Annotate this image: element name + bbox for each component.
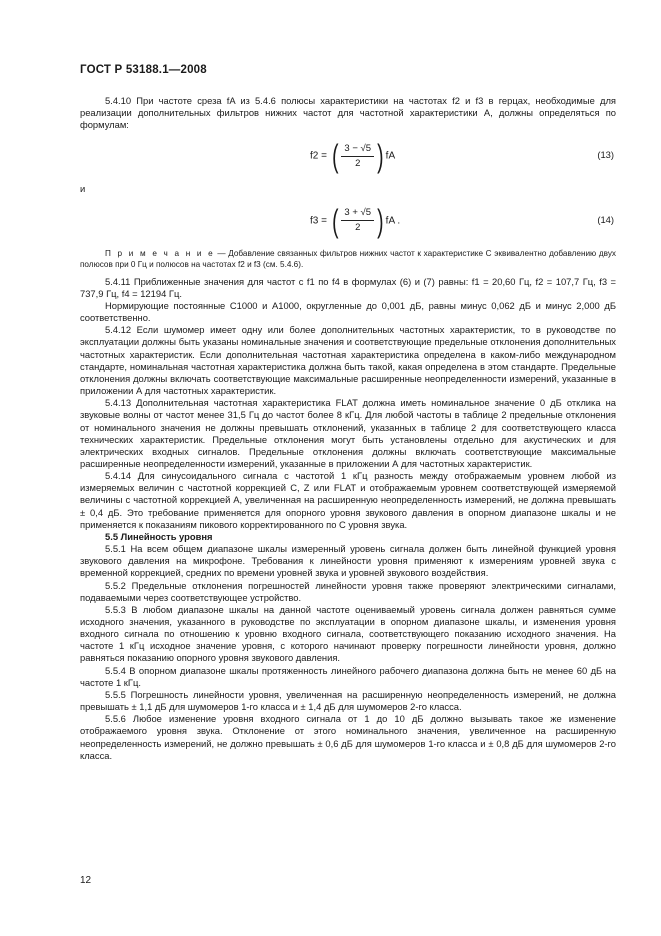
paragraph-5-4-13: 5.4.13 Дополнительная частотная характеристика FLAT должна иметь номинальное значение 0 дБ отклика на звуковые волны от частот менее 31,5 Гц до частот более 8 кГц. Для любой частоты в таблице 2 предельные отклонения от номинального значения не должны превышать отклонений, указанных в таблице 2 для соответствующего класса технических характеристик. Предельные отклонения могут быть установлены отдельно для акустических и для электрических входных сигналов. Предельные отклонения должны включать соответствующие максимальные расширенные неопределенности измерений, указанные в приложении А для частотных характеристик. — [80, 397, 616, 469]
formula-13-lhs: f2 = — [310, 151, 327, 163]
note — [80, 248, 616, 270]
document-header: ГОСТ Р 53188.1—2008 — [80, 64, 207, 76]
document-body — [80, 95, 616, 762]
paragraph-5-4-12: 5.4.12 Если шумомер имеет одну или более дополнительных частотных характеристик, то в руководстве по эксплуатации должны быть указаны номинальные значения и соответствующие предельные отклонения дополнительных частотных характеристик. Если дополнительная частотная характеристика определена в каком-либо международном стандарте, номинальная частотная характеристика должна быть такой, какая определена в этом стандарте. Предельные отклонения должны включать соответствующие максимальные расширенные неопределенности измерений, указанные в приложении А для частотных характеристик. — [80, 324, 616, 397]
formula-14-lhs: f3 = — [310, 215, 327, 227]
paragraph-5-4-11: 5.4.11 Приближенные значения для частот с f1 по f4 в формулах (6) и (7) равны: f1 = 20,60 Гц, f2 = 107,7 Гц, f3 = 737,9 Гц, f4 = 12194 Гц. — [80, 275, 616, 299]
formula-13-numerator: 3 − √5 — [341, 143, 374, 157]
formula-13-number: (13) — [597, 149, 614, 161]
section-heading-5-5: 5.5 Линейность уровня — [105, 530, 213, 542]
formula-14-denominator: 2 — [355, 222, 361, 234]
formula-14: f3 = ( $\frac{3 + √5}{2}$ ) fA . (14) — [310, 202, 614, 239]
note-text: — Добавление связанных фильтров нижних частот к характеристике C эквивалентно добавлению двух полюсов при 0 Гц и полюсов на частотах f2 и f3 (см. 5.4.6). — [80, 248, 617, 269]
formula-13: f2 = ( $\frac{3 - √5}{2}$ ) fA (13) — [310, 138, 614, 175]
note-prefix: П р и м е ч а н и е — [105, 248, 215, 258]
page-number: 12 — [80, 875, 92, 886]
formula-13-rhs: fA — [385, 151, 396, 163]
formula-14-number: (14) — [597, 213, 614, 225]
formula-14-rhs: fA . — [385, 215, 401, 227]
conjunction: и — [80, 183, 86, 195]
paragraph-5-5-2: 5.5.2 Предельные отклонения погрешностей линейности уровня также проверяют электрическими сигналами, подаваемыми через соответствующее устройство. — [80, 579, 616, 603]
paragraph-5-4-14: 5.4.14 Для синусоидального сигнала с частотой 1 кГц разность между отображаемым уровнем любой из измеряемых величин с частотной коррекцией C, Z или FLAT и отображаемым уровнем соответствующей измеряемой величины с частотной коррекцией A, увеличенная на расширенную неопределенность измерений, не должна превышать ± 0,4 дБ. Это требование применяется для опорного уровня звукового давления в опорном диапазоне шкалы и не применяется к показаниям пикового корректированного по C уровня звука. — [80, 470, 616, 530]
paragraph-5-5-1: 5.5.1 На всем общем диапазоне шкалы измеренный уровень сигнала должен быть линейной функцией уровня звукового давления на микрофоне. Требования к линейности уровня применяют к измерениям уровней звука с временной коррекцией, средних по времени уровней звука и уровней звукового воздействия. — [80, 543, 616, 579]
paragraph-5-5-3: 5.5.3 В любом диапазоне шкалы на данной частоте оцениваемый уровень сигнала должен равняться сумме исходного значения, указанного в руководстве по эксплуатации в опорном диапазоне шкалы, и изменения уровня входного сигнала по отношению к уровню входного сигнала, соответствующего показанию исходного значения. На частоте 1 кГц исходное значение уровня, с которого начинают проверку погрешности линейности уровня, должно равняться показанию опорного уровня звукового давления. — [80, 603, 616, 664]
paragraph-5-5-4: 5.5.4 В опорном диапазоне шкалы протяженность линейного рабочего диапазона должна быть не менее 60 дБ на частоте 1 кГц. — [80, 664, 616, 688]
formula-13-denominator: 2 — [355, 157, 361, 169]
paragraph-5-4-11-constants: Нормирующие постоянные C1000 и A1000, округленные до 0,001 дБ, равны минус 0,062 дБ и минус 2,000 дБ соответственно. — [80, 299, 616, 324]
formula-14-numerator: 3 + √5 — [341, 207, 374, 221]
paragraph-5-5-5: 5.5.5 Погрешность линейности уровня, увеличенная на расширенную неопределенность измерений, не должна превышать ± 1,1 дБ для шумомеров 1-го класса и ± 1,4 дБ для шумомеров 2-го класса. — [80, 688, 616, 713]
paragraph-5-5-6: 5.5.6 Любое изменение уровня входного сигнала от 1 до 10 дБ должно вызывать такое же изменение отображаемого уровня звука. Отклонение от этого номинального значения, увеличенное на расширенную неопределенность измерений, не должно превышать ± 0,6 дБ для шумомеров 1-го класса и ± 0,8 дБ для шумомеров 2-го класса. — [80, 713, 616, 761]
paragraph-5-4-10: 5.4.10 При частоте среза fA из 5.4.6 полюсы характеристики на частотах f2 и f3 в герцах, необходимые для реализации дополнительных фильтров нижних частот для частотной характеристики A, должны определяться по формулам: — [80, 95, 616, 131]
